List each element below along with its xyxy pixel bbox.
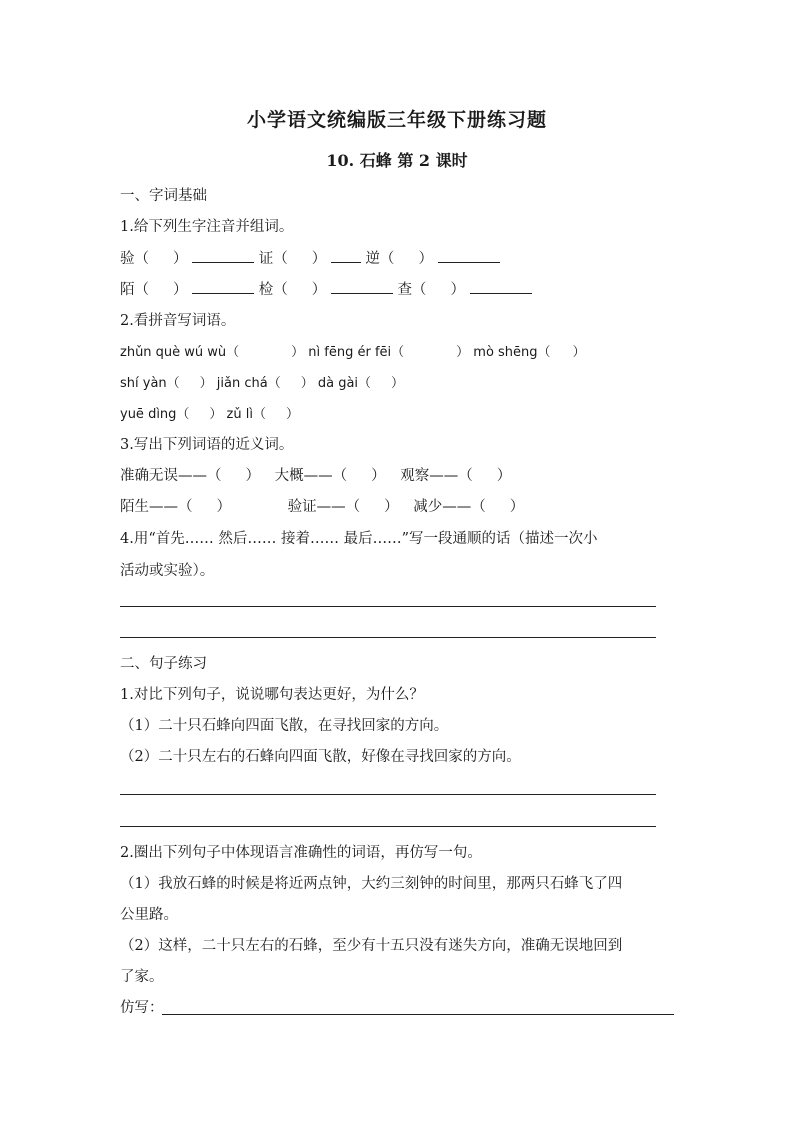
q3-word: 陌生——（ xyxy=(120,499,193,515)
q3-row2 xyxy=(120,497,524,517)
q1-prompt: 1.给下列生字注音并组词。 xyxy=(120,219,294,235)
q3-word: 大概——（ xyxy=(274,468,348,484)
q2-paren-close: ） xyxy=(572,345,586,360)
q4-answer-line[interactable] xyxy=(120,606,656,607)
q1-word-blank[interactable] xyxy=(470,279,532,294)
q2-pinyin-item: shí yàn（ xyxy=(120,376,180,391)
q3-paren-close: ） xyxy=(384,499,399,515)
q2-row1 xyxy=(120,342,586,363)
q2-prompt: 2.看拼音写词语。 xyxy=(120,313,236,329)
q2-pinyin-item: ） nì fēng ér fēi（ xyxy=(291,345,405,360)
s2-q2-sentence2-line2: 了家。 xyxy=(120,969,164,985)
q3-paren-close: ） xyxy=(371,468,386,484)
q2-pinyin-item: ） dà gài（ xyxy=(300,376,372,391)
q1-paren-close: ） xyxy=(418,251,433,267)
q1-word-blank[interactable] xyxy=(192,248,254,263)
page-subtitle: 10. 石蜂 第 2 课时 xyxy=(326,151,468,170)
q4-prompt-line2: 活动或实验）。 xyxy=(120,563,215,579)
q4-answer-line[interactable] xyxy=(120,637,656,638)
q1-word-blank[interactable] xyxy=(331,248,361,263)
q3-paren-close: ） xyxy=(216,499,231,515)
q1-char-mo: 陌（ xyxy=(120,282,149,298)
q3-word: 减少——（ xyxy=(413,499,486,515)
q3-word: 准确无误——（ xyxy=(120,468,222,484)
q1-word-blank[interactable] xyxy=(438,248,500,263)
s2-q2-sentence1-line2: 公里路。 xyxy=(120,907,178,923)
s2-q2-sentence1-line1: （1）我放石蜂的时候是将近两点钟，大约三刻钟的时间里，那两只石蜂飞了四 xyxy=(120,876,623,892)
q2-pinyin-item: ） zǔ lì（ xyxy=(209,407,266,422)
s2-q1-sentence2: （2）二十只左右的石蜂向四面飞散，好像在寻找回家的方向。 xyxy=(120,749,521,765)
q2-paren-close: ） xyxy=(391,376,405,391)
q3-paren-close: ） xyxy=(496,468,512,484)
q1-paren-close: ） xyxy=(311,282,327,298)
q1-paren-close: ） xyxy=(450,282,465,298)
q1-word-blank[interactable] xyxy=(331,279,393,294)
s2-q1-prompt: 1.对比下列句子，说说哪句表达更好，为什么？ xyxy=(120,687,424,703)
q1-row2 xyxy=(120,279,532,300)
q2-paren-close: ） xyxy=(285,407,299,422)
q1-row1 xyxy=(120,248,500,269)
s2-q1-answer-line[interactable] xyxy=(120,794,656,795)
imitate-answer-line[interactable] xyxy=(162,1014,674,1015)
q3-word: 验证——（ xyxy=(287,499,361,515)
q2-pinyin-item: ） mò shēng（ xyxy=(456,345,551,360)
q1-paren-close: ） xyxy=(173,282,188,298)
q1-char-ni: 逆（ xyxy=(365,251,395,267)
page-title: 小学语文统编版三年级下册练习题 xyxy=(246,109,547,131)
s2-q2-prompt: 2.圈出下列句子中体现语言准确性的词语，再仿写一句。 xyxy=(120,845,482,861)
q3-paren-close: ） xyxy=(245,468,260,484)
q2-pinyin-item: ） jiǎn chá（ xyxy=(199,376,281,391)
q1-char-jian: 检（ xyxy=(258,282,288,298)
q1-char-zheng: 证（ xyxy=(258,251,288,267)
section2-heading: 二、句子练习 xyxy=(120,656,207,672)
q3-prompt: 3.写出下列词语的近义词。 xyxy=(120,437,294,453)
section1-heading: 一、字词基础 xyxy=(120,188,207,204)
s2-q2-imitate xyxy=(120,998,164,1018)
q1-paren-close: ） xyxy=(173,251,188,267)
q1-char-yan: 验（ xyxy=(120,251,149,267)
q3-paren-close: ） xyxy=(509,499,525,515)
q3-row1 xyxy=(120,466,511,486)
q1-char-cha: 查（ xyxy=(397,282,427,298)
q1-paren-close: ） xyxy=(311,251,327,267)
s2-q1-sentence1: （1）二十只石蜂向四面飞散，在寻找回家的方向。 xyxy=(120,718,449,734)
q2-pinyin-item: yuē dìng（ xyxy=(120,407,190,422)
q2-row3 xyxy=(120,404,299,425)
s2-q2-sentence2-line1: （2）这样，二十只左右的石蜂，至少有十五只没有迷失方向，准确无误地回到 xyxy=(120,938,623,954)
s2-q1-answer-line[interactable] xyxy=(120,826,656,827)
q4-prompt-line1: 4.用“首先…… 然后…… 接着…… 最后……”写一段通顺的话（描述一次小 xyxy=(120,531,598,547)
q2-row2 xyxy=(120,373,404,394)
q3-word: 观察——（ xyxy=(400,468,473,484)
q1-word-blank[interactable] xyxy=(192,279,254,294)
imitate-label: 仿写： xyxy=(120,1000,164,1016)
q2-pinyin-item: zhǔn què wú wù（ xyxy=(120,345,240,360)
